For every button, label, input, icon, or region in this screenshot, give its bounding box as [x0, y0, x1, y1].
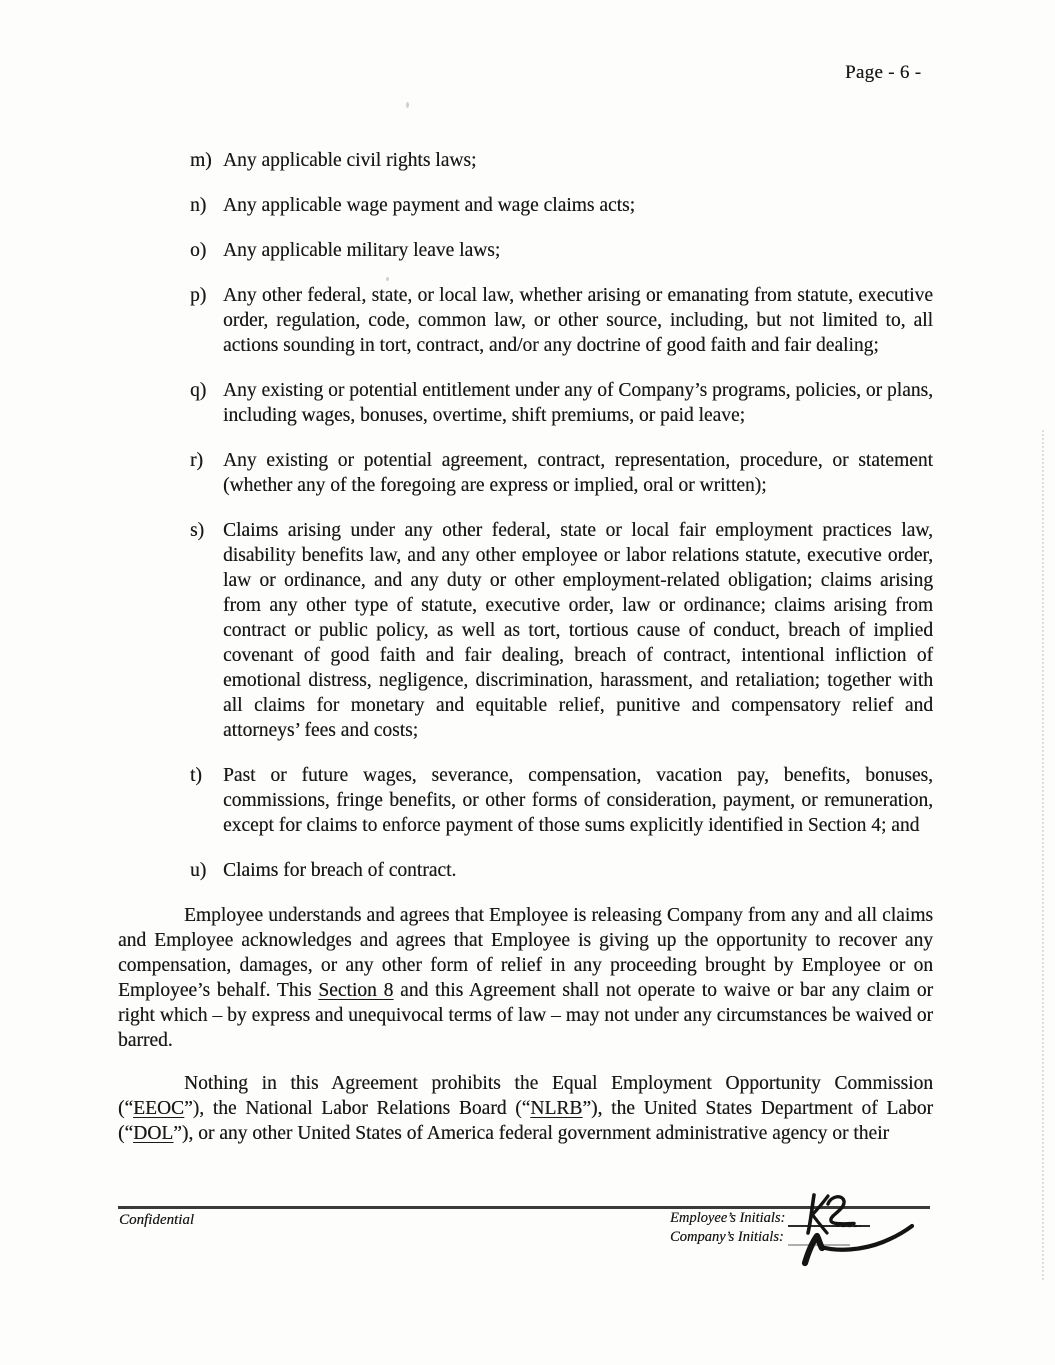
paragraph-text: ”), or any other United States of America federal government administrative agency or their	[173, 1123, 890, 1144]
paragraph-release	[118, 903, 933, 1053]
dol-term: DOL	[133, 1123, 174, 1144]
list-item-letter: u)	[190, 860, 207, 881]
paragraph-text: ”), the United States Department of Labor (“	[118, 1098, 933, 1144]
list-item-letter: o)	[190, 240, 207, 261]
list-item-text: Any applicable wage payment and wage claims acts;	[223, 195, 636, 216]
list-item-text: Any existing or potential agreement, contract, representation, procedure, or statement (whether any of the foregoing are express or implied, oral or written);	[223, 450, 933, 496]
nlrb-term: NLRB	[530, 1098, 583, 1119]
list-item-u	[190, 858, 933, 883]
list-item-p	[190, 283, 933, 358]
page-number: Page - 6 -	[845, 62, 922, 83]
list-item-q	[190, 378, 933, 428]
document-body	[118, 148, 933, 1146]
company-initials-label: Company’s Initials:	[670, 1228, 784, 1245]
list-item-text: Any existing or potential entitlement under any of Company’s programs, policies, or plans, including wages, bonuses, overtime, shift premiums, or paid leave;	[223, 380, 933, 426]
list-item-letter: q)	[190, 380, 207, 401]
paragraph-text: Employee understands and agrees that Employee is releasing Company from any and all claims and Employee acknowledges and agrees that Employee is giving up the opportunity to recover any compensation, damages, or any other form of relief in any proceeding brought by Employee or on Employee’s behalf. This	[118, 905, 933, 1001]
eeoc-term: EEOC	[133, 1098, 185, 1119]
list-item-s	[190, 518, 933, 743]
employee-initials-ink	[808, 1195, 860, 1233]
scan-artifact-speck	[386, 277, 389, 281]
paragraph-agencies	[118, 1071, 933, 1146]
section-8-reference: Section 8	[318, 980, 394, 1001]
initials-block	[670, 1209, 785, 1246]
list-item-n	[190, 193, 933, 218]
paragraph-text: ”), the National Labor Relations Board (“	[184, 1098, 531, 1119]
claims-list	[118, 148, 933, 883]
scan-artifact-edge	[1042, 430, 1044, 1280]
list-item-r	[190, 448, 933, 498]
list-item-text: Any applicable military leave laws;	[223, 240, 501, 261]
list-item-text: Claims arising under any other federal, state or local fair employment practices law, disability benefits law, and any other employee or labor relations statute, executive order, law or ordinance, and any duty or other employment-related obligation; claims arising from any other type of statute, executive order, law or ordinance; claims arising from contract or public policy, as well as tort, tortious cause of conduct, breach of implied covenant of good faith and fair dealing, breach of contract, intentional infliction of emotional distress, negligence, discrimination, harassment, and retaliation; together with all claims for monetary and equitable relief, punitive and compensatory relief and attorneys’ fees and costs;	[223, 520, 933, 741]
list-item-letter: r)	[190, 450, 203, 471]
company-initials-ink	[805, 1226, 912, 1263]
list-item-text: Past or future wages, severance, compensation, vacation pay, benefits, bonuses, commissions, fringe benefits, or other forms of consideration, payment, or remuneration, except for claims to enforce payment of those sums explicitly identified in Section 4; and	[223, 765, 933, 836]
paragraph-text: and this Agreement shall not operate to waive or bar any claim or right which – by express and unequivocal terms of law – may not under any circumstances be waived or barred.	[118, 980, 933, 1051]
list-item-text: Any applicable civil rights laws;	[223, 150, 477, 171]
paragraph-text: Nothing in this Agreement prohibits the Equal Employment Opportunity Commission (“	[118, 1073, 933, 1119]
list-item-letter: t)	[190, 765, 202, 786]
list-item-letter: s)	[190, 520, 205, 541]
confidential-label: Confidential	[119, 1212, 194, 1228]
list-item-m	[190, 148, 933, 173]
handwritten-initials	[778, 1183, 943, 1288]
list-item-text: Claims for breach of contract.	[223, 860, 457, 881]
list-item-letter: m)	[190, 150, 212, 171]
list-item-letter: n)	[190, 195, 207, 216]
employee-initials-label: Employee’s Initials:	[670, 1210, 786, 1226]
list-item-text: Any other federal, state, or local law, whether arising or emanating from statute, executive order, regulation, code, common law, or other source, including, but not limited to, all actions sounding in tort, contract, and/or any doctrine of good faith and fair dealing;	[223, 285, 933, 356]
list-item-o	[190, 238, 933, 263]
list-item-letter: p)	[190, 285, 207, 306]
scan-artifact-speck	[406, 102, 409, 108]
list-item-t	[190, 763, 933, 838]
